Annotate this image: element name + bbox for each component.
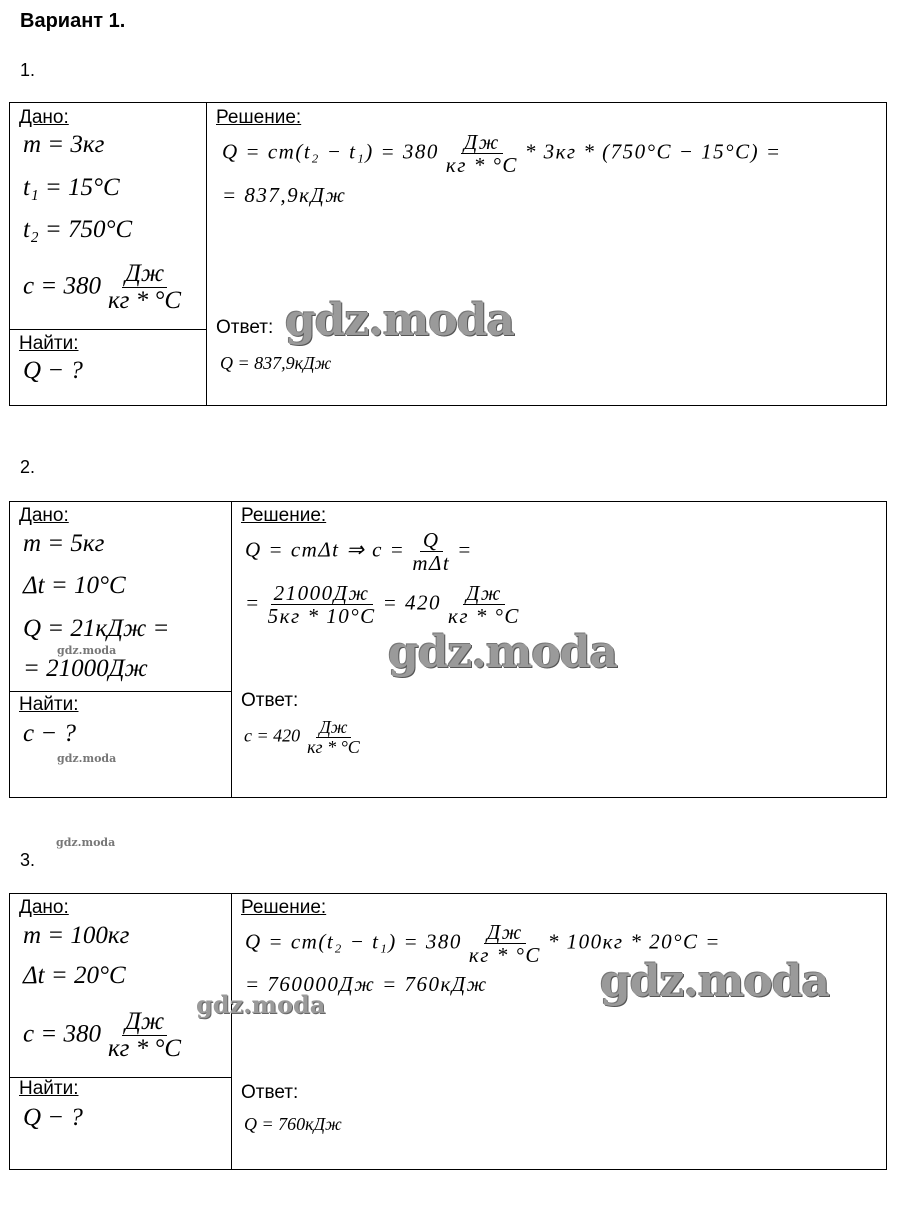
answer-label: Ответ: [216, 317, 274, 338]
given-line: m = 3кг [23, 131, 105, 158]
problem-table [9, 893, 887, 1170]
watermark: gdz.moda [285, 295, 515, 346]
problem-table [9, 501, 887, 798]
given-line: m = 100кг [23, 922, 130, 949]
answer-value: c = 420 $\frac{Дж}{кг * ^\circ C}$ [244, 717, 360, 757]
answer-value: Q = 760кДж [244, 1114, 342, 1134]
problem-number: 2. [20, 457, 36, 477]
given-label: Дано: [19, 107, 69, 128]
find-value: Q − ? [23, 357, 83, 384]
watermark: gdz.moda [56, 836, 116, 849]
solution-line: = 760000Дж = 760кДж [245, 972, 488, 996]
watermark: gdz.moda [196, 990, 326, 1019]
solution-line: Q = cm(t₂ − t₁) = 380 $\frac{Дж}{кг * ^\circ C}$ * 100кг * 20°C = [245, 920, 721, 968]
solution-line: Q = cm(t₂ − t₁) = 380 $\frac{Дж}{кг * ^\circ C}$ * 3кг * (750°C − 15°C) = [222, 130, 782, 178]
given-line: Δt = 20°C [23, 962, 126, 989]
problem-table [9, 102, 887, 406]
find-label: Найти: [19, 694, 79, 715]
given-line: Q = 21кДж = [23, 615, 170, 642]
given-line: = 21000Дж [23, 655, 148, 682]
answer-label: Ответ: [241, 690, 299, 711]
watermark: gdz.moda [57, 752, 117, 765]
watermark: gdz.moda [388, 627, 618, 678]
given-line-c: c = 380 $\frac{Дж}{кг * ^\circ C}$ [23, 260, 182, 315]
find-value: c − ? [23, 720, 76, 747]
solution-label: Решение: [241, 505, 327, 526]
answer-value: Q = 837,9кДж [220, 353, 332, 373]
solution-label: Решение: [216, 107, 302, 128]
solution-label: Решение: [241, 897, 327, 918]
find-label: Найти: [19, 333, 79, 354]
answer-label: Ответ: [241, 1082, 299, 1103]
given-line: Δt = 10°C [23, 572, 126, 599]
given-label: Дано: [19, 505, 69, 526]
solution-line: = 837,9кДж [222, 183, 347, 207]
given-line: t₂ = 750°C [23, 216, 133, 243]
watermark: gdz.moda [600, 956, 830, 1007]
given-line-c: c = 380 $\frac{Дж}{кг * ^\circ C}$ [23, 1008, 182, 1063]
solution-line: Q = cmΔt ⇒ c = $\frac{Q}{\text{mΔt}}$ = [245, 528, 473, 576]
solution-line: = $\frac{21000Дж}{5кг * 10^\circ C}$ = 420 $\frac{Дж}{кг * ^\circ C}$ [245, 581, 520, 629]
page-title: Вариант 1. [20, 10, 126, 32]
given-label: Дано: [19, 897, 69, 918]
given-line: t₁ = 15°C [23, 174, 120, 201]
problem-number: 1. [20, 60, 36, 80]
given-line: m = 5кг [23, 530, 105, 557]
find-label: Найти: [19, 1078, 79, 1099]
find-value: Q − ? [23, 1104, 83, 1131]
problem-number: 3. [20, 850, 36, 870]
watermark: gdz.moda [57, 644, 117, 657]
